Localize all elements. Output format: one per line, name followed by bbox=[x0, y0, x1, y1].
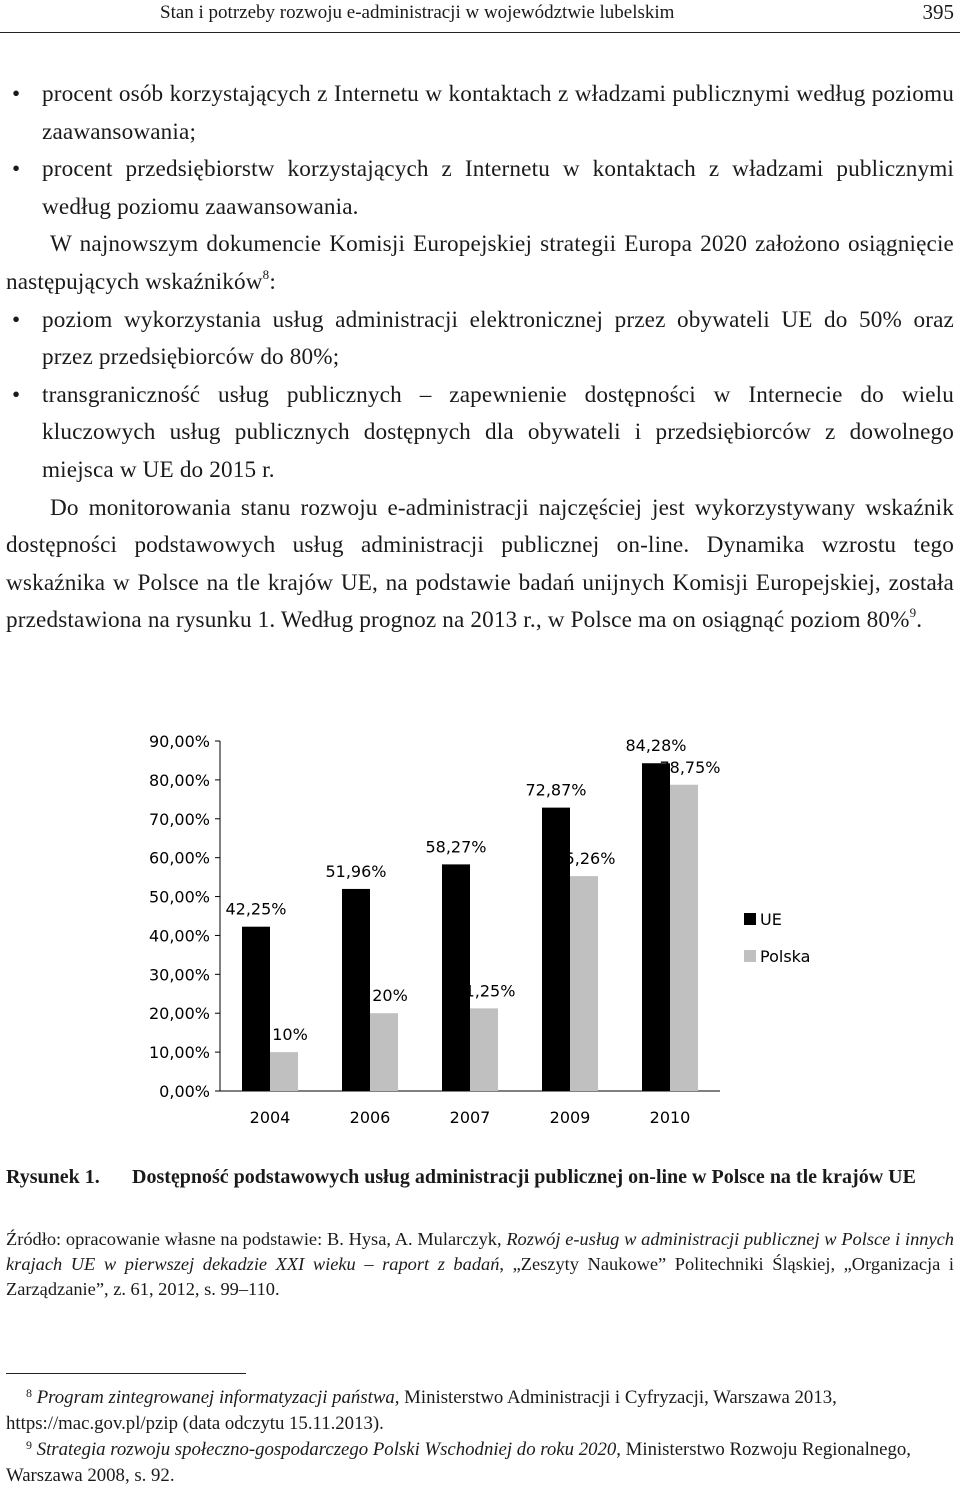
x-tick-label: 2009 bbox=[549, 1108, 591, 1127]
y-tick-label: 10,00% bbox=[148, 1043, 210, 1063]
bar-polska-2004 bbox=[270, 1052, 298, 1091]
bar-polska-2010 bbox=[670, 785, 698, 1091]
data-label-ue-2007: 58,27% bbox=[425, 837, 487, 857]
source-prefix: Źródło: opracowanie własne na podstawie: B. Hysa, A. Mularczyk, bbox=[6, 1229, 507, 1249]
y-tick-label: 50,00% bbox=[148, 887, 210, 907]
footnote bbox=[6, 1385, 954, 1437]
paragraph bbox=[6, 226, 954, 301]
footnotes bbox=[6, 1385, 954, 1489]
legend-swatch-ue bbox=[744, 913, 756, 925]
paragraph bbox=[6, 490, 954, 640]
data-label-ue-2010: 84,28% bbox=[625, 736, 687, 756]
bar-ue-2006 bbox=[342, 889, 370, 1091]
bar-polska-2006 bbox=[370, 1013, 398, 1091]
x-tick-label: 2004 bbox=[249, 1108, 291, 1127]
figure-label: Rysunek 1. bbox=[6, 1166, 100, 1188]
page-number: 395 bbox=[922, 0, 954, 24]
data-label-polska-2010: 78,75% bbox=[659, 757, 721, 777]
x-tick-label: 2006 bbox=[349, 1108, 391, 1127]
data-label-polska-2006: 20% bbox=[372, 986, 408, 1006]
y-tick-label: 80,00% bbox=[148, 770, 210, 790]
legend-swatch-polska bbox=[744, 950, 756, 962]
paragraph-end: : bbox=[269, 268, 276, 295]
y-tick-label: 60,00% bbox=[148, 848, 210, 868]
data-label-polska-2004: 10% bbox=[272, 1025, 308, 1045]
bar-ue-2010 bbox=[642, 763, 670, 1091]
footnote-number: 9 bbox=[26, 1438, 32, 1452]
bar-chart-svg bbox=[140, 722, 840, 1142]
running-header-title: Stan i potrzeby rozwoju e-administracji w województwie lubelskim bbox=[160, 2, 675, 23]
paragraph-text: W najnowszym dokumencie Komisji Europejskiej strategii Europa 2020 założono osiągnięcie następujących wskaźników bbox=[6, 231, 954, 295]
bullet-item: • poziom wykorzystania usług administracji elektronicznej przez obywateli UE do 50% oraz przez przedsiębiorców do 80%; bbox=[6, 302, 954, 377]
legend-label-ue: UE bbox=[760, 910, 782, 929]
x-tick-label: 2007 bbox=[449, 1108, 491, 1127]
footnote-rule bbox=[6, 1373, 246, 1374]
bar-polska-2009 bbox=[570, 876, 598, 1091]
footnote-title: Strategia rozwoju społeczno-gospodarczego Polski Wschodniej do roku 2020 bbox=[36, 1439, 617, 1460]
footnote bbox=[6, 1437, 954, 1489]
y-tick-label: 20,00% bbox=[148, 1004, 210, 1024]
figure-caption bbox=[6, 1164, 954, 1190]
footnote-ref[interactable]: 8 bbox=[262, 266, 270, 282]
y-tick-label: 30,00% bbox=[148, 965, 210, 985]
bar-polska-2007 bbox=[470, 1008, 498, 1091]
y-tick-label: 40,00% bbox=[148, 926, 210, 946]
footnote-ref[interactable]: 9 bbox=[909, 605, 917, 621]
footnote-number: 8 bbox=[26, 1386, 32, 1400]
y-tick-label: 70,00% bbox=[148, 809, 210, 829]
figure-source bbox=[6, 1227, 954, 1302]
bar-ue-2004 bbox=[242, 927, 270, 1091]
figure-caption-text: Dostępność podstawowych usług administracji publicznej on-line w Polsce na tle krajów UE bbox=[132, 1166, 916, 1188]
data-label-ue-2009: 72,87% bbox=[525, 780, 587, 800]
header-rule bbox=[0, 32, 960, 33]
bullet-item: • procent przedsiębiorstw korzystających z Internetu w kontaktach z władzami publicznymi według poziomu zaawansowania. bbox=[6, 151, 954, 226]
legend-label-polska: Polska bbox=[760, 947, 811, 966]
data-label-ue-2004: 42,25% bbox=[225, 899, 287, 919]
bar-chart bbox=[140, 722, 840, 1142]
bullet-item: • transgraniczność usług publicznych – zapewnienie dostępności w Internecie do wielu kluczowych usług publicznych dostępnych dla obywateli i przedsiębiorców z dowolnego miejsca w UE do 2015 r. bbox=[6, 377, 954, 490]
data-label-ue-2006: 51,96% bbox=[325, 861, 387, 881]
data-label-polska-2007: 1,25% bbox=[464, 981, 516, 1001]
paragraph-text: Do monitorowania stanu rozwoju e-administracji najczęściej jest wykorzystywany wskaźnik dostępności podstawowych usług administracji publicznej on-line. Dynamika wzrostu tego wskaźnika w Polsce na tle krajów UE, na podstawie badań unijnych Komisji Europejskiej, została przedstawiona na rysunku 1. Według prognoz na 2013 r., w Polsce ma on osiągnąć poziom 80% bbox=[6, 494, 954, 634]
y-tick-label: 90,00% bbox=[148, 732, 210, 751]
footnote-title: Program zintegrowanej informatyzacji państwa bbox=[36, 1387, 395, 1408]
source-suffix: , „Zeszyty Naukowe” Politechniki Śląskiej, „Organizacja i Zarządzanie”, z. 61, 2012, s. 99–110. bbox=[6, 1254, 954, 1299]
data-label-polska-2009: 5,26% bbox=[564, 849, 616, 869]
body-text bbox=[6, 76, 954, 640]
footnote-text: , Ministerstwo Rozwoju Regionalnego, Warszawa 2008, s. 92. bbox=[6, 1439, 911, 1486]
source-title: Rozwój e-usług w administracji publicznej w Polsce i innych krajach UE w pierwszej dekadzie XXI wieku – raport z badań bbox=[6, 1229, 954, 1274]
x-tick-label: 2010 bbox=[649, 1108, 691, 1127]
y-tick-label: 0,00% bbox=[159, 1082, 210, 1101]
bar-ue-2007 bbox=[442, 864, 470, 1091]
bullet-item: • procent osób korzystających z Internetu w kontaktach z władzami publicznymi według poziomu zaawansowania; bbox=[6, 76, 954, 151]
running-header bbox=[0, 0, 960, 34]
paragraph-end: . bbox=[916, 607, 923, 634]
footnote-text: , Ministerstwo Administracji i Cyfryzacji, Warszawa 2013, https://mac.gov.pl/pzip (data odczytu 15.11.2013). bbox=[6, 1387, 837, 1434]
